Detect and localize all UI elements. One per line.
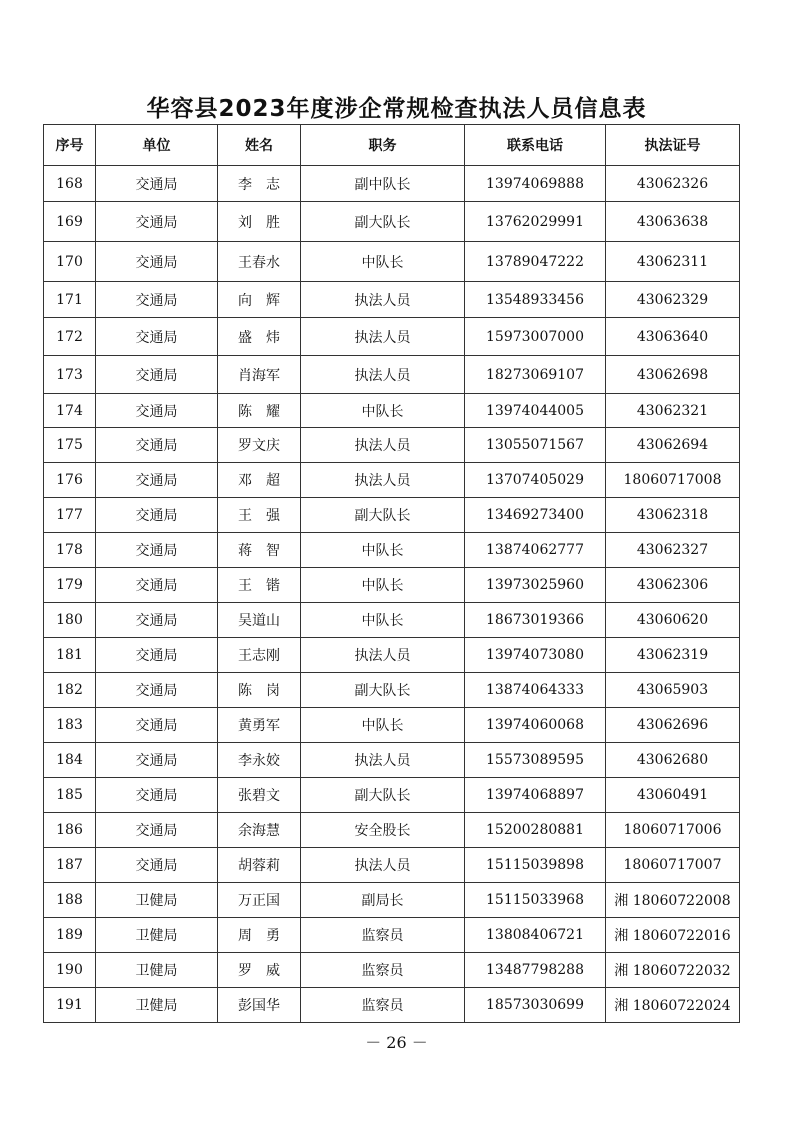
cell-position: 中队长 xyxy=(301,568,465,603)
cell-license: 43063638 xyxy=(606,202,740,242)
table-row xyxy=(44,463,740,498)
cell-phone: 18573030699 xyxy=(465,988,606,1023)
cell-phone: 13808406721 xyxy=(465,918,606,953)
table-row xyxy=(44,988,740,1023)
cell-name: 张碧文 xyxy=(218,778,301,813)
header-cell-unit: 单位 xyxy=(96,125,218,166)
cell-index: 169 xyxy=(44,202,96,242)
cell-unit: 交通局 xyxy=(96,533,218,568)
cell-unit: 交通局 xyxy=(96,318,218,356)
cell-license: 湘 18060722016 xyxy=(606,918,740,953)
cell-position: 执法人员 xyxy=(301,428,465,463)
cell-unit: 交通局 xyxy=(96,428,218,463)
cell-name: 吴道山 xyxy=(218,603,301,638)
table-row xyxy=(44,953,740,988)
cell-phone: 13469273400 xyxy=(465,498,606,533)
cell-position: 副中队长 xyxy=(301,166,465,202)
cell-license: 43060491 xyxy=(606,778,740,813)
cell-license: 43062694 xyxy=(606,428,740,463)
cell-license: 43062326 xyxy=(606,166,740,202)
table-row xyxy=(44,428,740,463)
cell-name: 陈 岗 xyxy=(218,673,301,708)
cell-phone: 13707405029 xyxy=(465,463,606,498)
cell-unit: 交通局 xyxy=(96,242,218,282)
cell-index: 183 xyxy=(44,708,96,743)
cell-index: 170 xyxy=(44,242,96,282)
cell-license: 43062329 xyxy=(606,282,740,318)
cell-phone: 13874064333 xyxy=(465,673,606,708)
cell-index: 184 xyxy=(44,743,96,778)
cell-phone: 13874062777 xyxy=(465,533,606,568)
cell-position: 执法人员 xyxy=(301,356,465,394)
cell-name: 李 志 xyxy=(218,166,301,202)
cell-license: 18060717008 xyxy=(606,463,740,498)
cell-index: 176 xyxy=(44,463,96,498)
table-row xyxy=(44,918,740,953)
cell-position: 监察员 xyxy=(301,988,465,1023)
cell-name: 刘 胜 xyxy=(218,202,301,242)
cell-unit: 交通局 xyxy=(96,673,218,708)
cell-position: 执法人员 xyxy=(301,743,465,778)
cell-name: 罗文庆 xyxy=(218,428,301,463)
cell-unit: 交通局 xyxy=(96,743,218,778)
cell-license: 43062321 xyxy=(606,394,740,428)
cell-license: 43062696 xyxy=(606,708,740,743)
cell-name: 王 强 xyxy=(218,498,301,533)
cell-position: 副局长 xyxy=(301,883,465,918)
cell-unit: 交通局 xyxy=(96,848,218,883)
cell-license: 18060717007 xyxy=(606,848,740,883)
cell-phone: 13973025960 xyxy=(465,568,606,603)
cell-license: 43062318 xyxy=(606,498,740,533)
table-row xyxy=(44,708,740,743)
cell-name: 李永姣 xyxy=(218,743,301,778)
table-body xyxy=(44,166,740,1023)
cell-index: 181 xyxy=(44,638,96,673)
cell-position: 中队长 xyxy=(301,394,465,428)
cell-position: 副大队长 xyxy=(301,498,465,533)
cell-name: 彭国华 xyxy=(218,988,301,1023)
table-row xyxy=(44,202,740,242)
cell-name: 余海慧 xyxy=(218,813,301,848)
cell-index: 179 xyxy=(44,568,96,603)
table-row xyxy=(44,848,740,883)
cell-name: 盛 炜 xyxy=(218,318,301,356)
cell-name: 陈 耀 xyxy=(218,394,301,428)
table-row xyxy=(44,533,740,568)
cell-name: 周 勇 xyxy=(218,918,301,953)
table-row xyxy=(44,318,740,356)
cell-unit: 交通局 xyxy=(96,778,218,813)
cell-unit: 交通局 xyxy=(96,813,218,848)
cell-phone: 13762029991 xyxy=(465,202,606,242)
cell-position: 监察员 xyxy=(301,918,465,953)
table-row xyxy=(44,166,740,202)
cell-unit: 交通局 xyxy=(96,463,218,498)
table-row xyxy=(44,673,740,708)
cell-unit: 卫健局 xyxy=(96,918,218,953)
cell-index: 191 xyxy=(44,988,96,1023)
cell-phone: 15573089595 xyxy=(465,743,606,778)
cell-phone: 13974044005 xyxy=(465,394,606,428)
cell-index: 182 xyxy=(44,673,96,708)
cell-phone: 13055071567 xyxy=(465,428,606,463)
cell-index: 171 xyxy=(44,282,96,318)
table-row xyxy=(44,498,740,533)
cell-name: 肖海军 xyxy=(218,356,301,394)
table-row xyxy=(44,356,740,394)
cell-phone: 15200280881 xyxy=(465,813,606,848)
cell-index: 178 xyxy=(44,533,96,568)
cell-name: 王志刚 xyxy=(218,638,301,673)
cell-license: 湘 18060722008 xyxy=(606,883,740,918)
cell-license: 43060620 xyxy=(606,603,740,638)
table-header xyxy=(44,125,740,166)
cell-unit: 交通局 xyxy=(96,282,218,318)
cell-unit: 交通局 xyxy=(96,568,218,603)
cell-index: 189 xyxy=(44,918,96,953)
page-number: － 26 － xyxy=(365,1033,428,1052)
cell-unit: 交通局 xyxy=(96,394,218,428)
cell-index: 172 xyxy=(44,318,96,356)
cell-license: 43062698 xyxy=(606,356,740,394)
cell-index: 188 xyxy=(44,883,96,918)
header-cell-position: 职务 xyxy=(301,125,465,166)
cell-index: 168 xyxy=(44,166,96,202)
cell-unit: 交通局 xyxy=(96,603,218,638)
cell-name: 胡蓉莉 xyxy=(218,848,301,883)
cell-license: 43065903 xyxy=(606,673,740,708)
cell-license: 湘 18060722024 xyxy=(606,988,740,1023)
cell-index: 180 xyxy=(44,603,96,638)
cell-unit: 卫健局 xyxy=(96,883,218,918)
cell-phone: 13487798288 xyxy=(465,953,606,988)
cell-license: 43062680 xyxy=(606,743,740,778)
cell-position: 安全股长 xyxy=(301,813,465,848)
cell-phone: 15973007000 xyxy=(465,318,606,356)
cell-unit: 交通局 xyxy=(96,498,218,533)
cell-name: 向 辉 xyxy=(218,282,301,318)
cell-position: 中队长 xyxy=(301,708,465,743)
cell-index: 173 xyxy=(44,356,96,394)
cell-unit: 交通局 xyxy=(96,356,218,394)
cell-phone: 13548933456 xyxy=(465,282,606,318)
cell-license: 43062311 xyxy=(606,242,740,282)
table-row xyxy=(44,242,740,282)
table-row xyxy=(44,282,740,318)
table-row xyxy=(44,568,740,603)
cell-license: 湘 18060722032 xyxy=(606,953,740,988)
cell-position: 副大队长 xyxy=(301,202,465,242)
cell-name: 蒋 智 xyxy=(218,533,301,568)
cell-unit: 交通局 xyxy=(96,166,218,202)
header-cell-license: 执法证号 xyxy=(606,125,740,166)
cell-position: 执法人员 xyxy=(301,463,465,498)
cell-name: 罗 威 xyxy=(218,953,301,988)
cell-index: 185 xyxy=(44,778,96,813)
cell-position: 执法人员 xyxy=(301,282,465,318)
cell-unit: 交通局 xyxy=(96,202,218,242)
table-row xyxy=(44,778,740,813)
cell-phone: 18673019366 xyxy=(465,603,606,638)
personnel-table xyxy=(43,124,740,1023)
cell-index: 177 xyxy=(44,498,96,533)
cell-phone: 13789047222 xyxy=(465,242,606,282)
cell-unit: 卫健局 xyxy=(96,988,218,1023)
cell-name: 万正国 xyxy=(218,883,301,918)
cell-position: 监察员 xyxy=(301,953,465,988)
table-row xyxy=(44,638,740,673)
cell-index: 187 xyxy=(44,848,96,883)
cell-name: 王春水 xyxy=(218,242,301,282)
cell-phone: 13974060068 xyxy=(465,708,606,743)
cell-license: 43062306 xyxy=(606,568,740,603)
table-row xyxy=(44,743,740,778)
cell-phone: 15115033968 xyxy=(465,883,606,918)
cell-position: 中队长 xyxy=(301,242,465,282)
cell-position: 中队长 xyxy=(301,533,465,568)
cell-phone: 15115039898 xyxy=(465,848,606,883)
header-cell-index: 序号 xyxy=(44,125,96,166)
cell-license: 43063640 xyxy=(606,318,740,356)
cell-position: 执法人员 xyxy=(301,848,465,883)
cell-license: 43062319 xyxy=(606,638,740,673)
header-cell-phone: 联系电话 xyxy=(465,125,606,166)
cell-unit: 卫健局 xyxy=(96,953,218,988)
cell-phone: 13974068897 xyxy=(465,778,606,813)
cell-name: 黄勇军 xyxy=(218,708,301,743)
table-row xyxy=(44,603,740,638)
page-title: 华容县2023年度涉企常规检查执法人员信息表 xyxy=(146,96,647,122)
cell-position: 执法人员 xyxy=(301,318,465,356)
header-cell-name: 姓名 xyxy=(218,125,301,166)
cell-license: 43062327 xyxy=(606,533,740,568)
cell-phone: 13974073080 xyxy=(465,638,606,673)
cell-index: 174 xyxy=(44,394,96,428)
cell-index: 190 xyxy=(44,953,96,988)
cell-unit: 交通局 xyxy=(96,708,218,743)
cell-index: 186 xyxy=(44,813,96,848)
table-row xyxy=(44,883,740,918)
cell-position: 副大队长 xyxy=(301,673,465,708)
cell-phone: 13974069888 xyxy=(465,166,606,202)
cell-index: 175 xyxy=(44,428,96,463)
cell-license: 18060717006 xyxy=(606,813,740,848)
cell-phone: 18273069107 xyxy=(465,356,606,394)
table-row xyxy=(44,813,740,848)
cell-name: 邓 超 xyxy=(218,463,301,498)
header-row xyxy=(44,125,740,166)
cell-position: 执法人员 xyxy=(301,638,465,673)
cell-unit: 交通局 xyxy=(96,638,218,673)
cell-position: 中队长 xyxy=(301,603,465,638)
cell-name: 王 锴 xyxy=(218,568,301,603)
cell-position: 副大队长 xyxy=(301,778,465,813)
table-row xyxy=(44,394,740,428)
